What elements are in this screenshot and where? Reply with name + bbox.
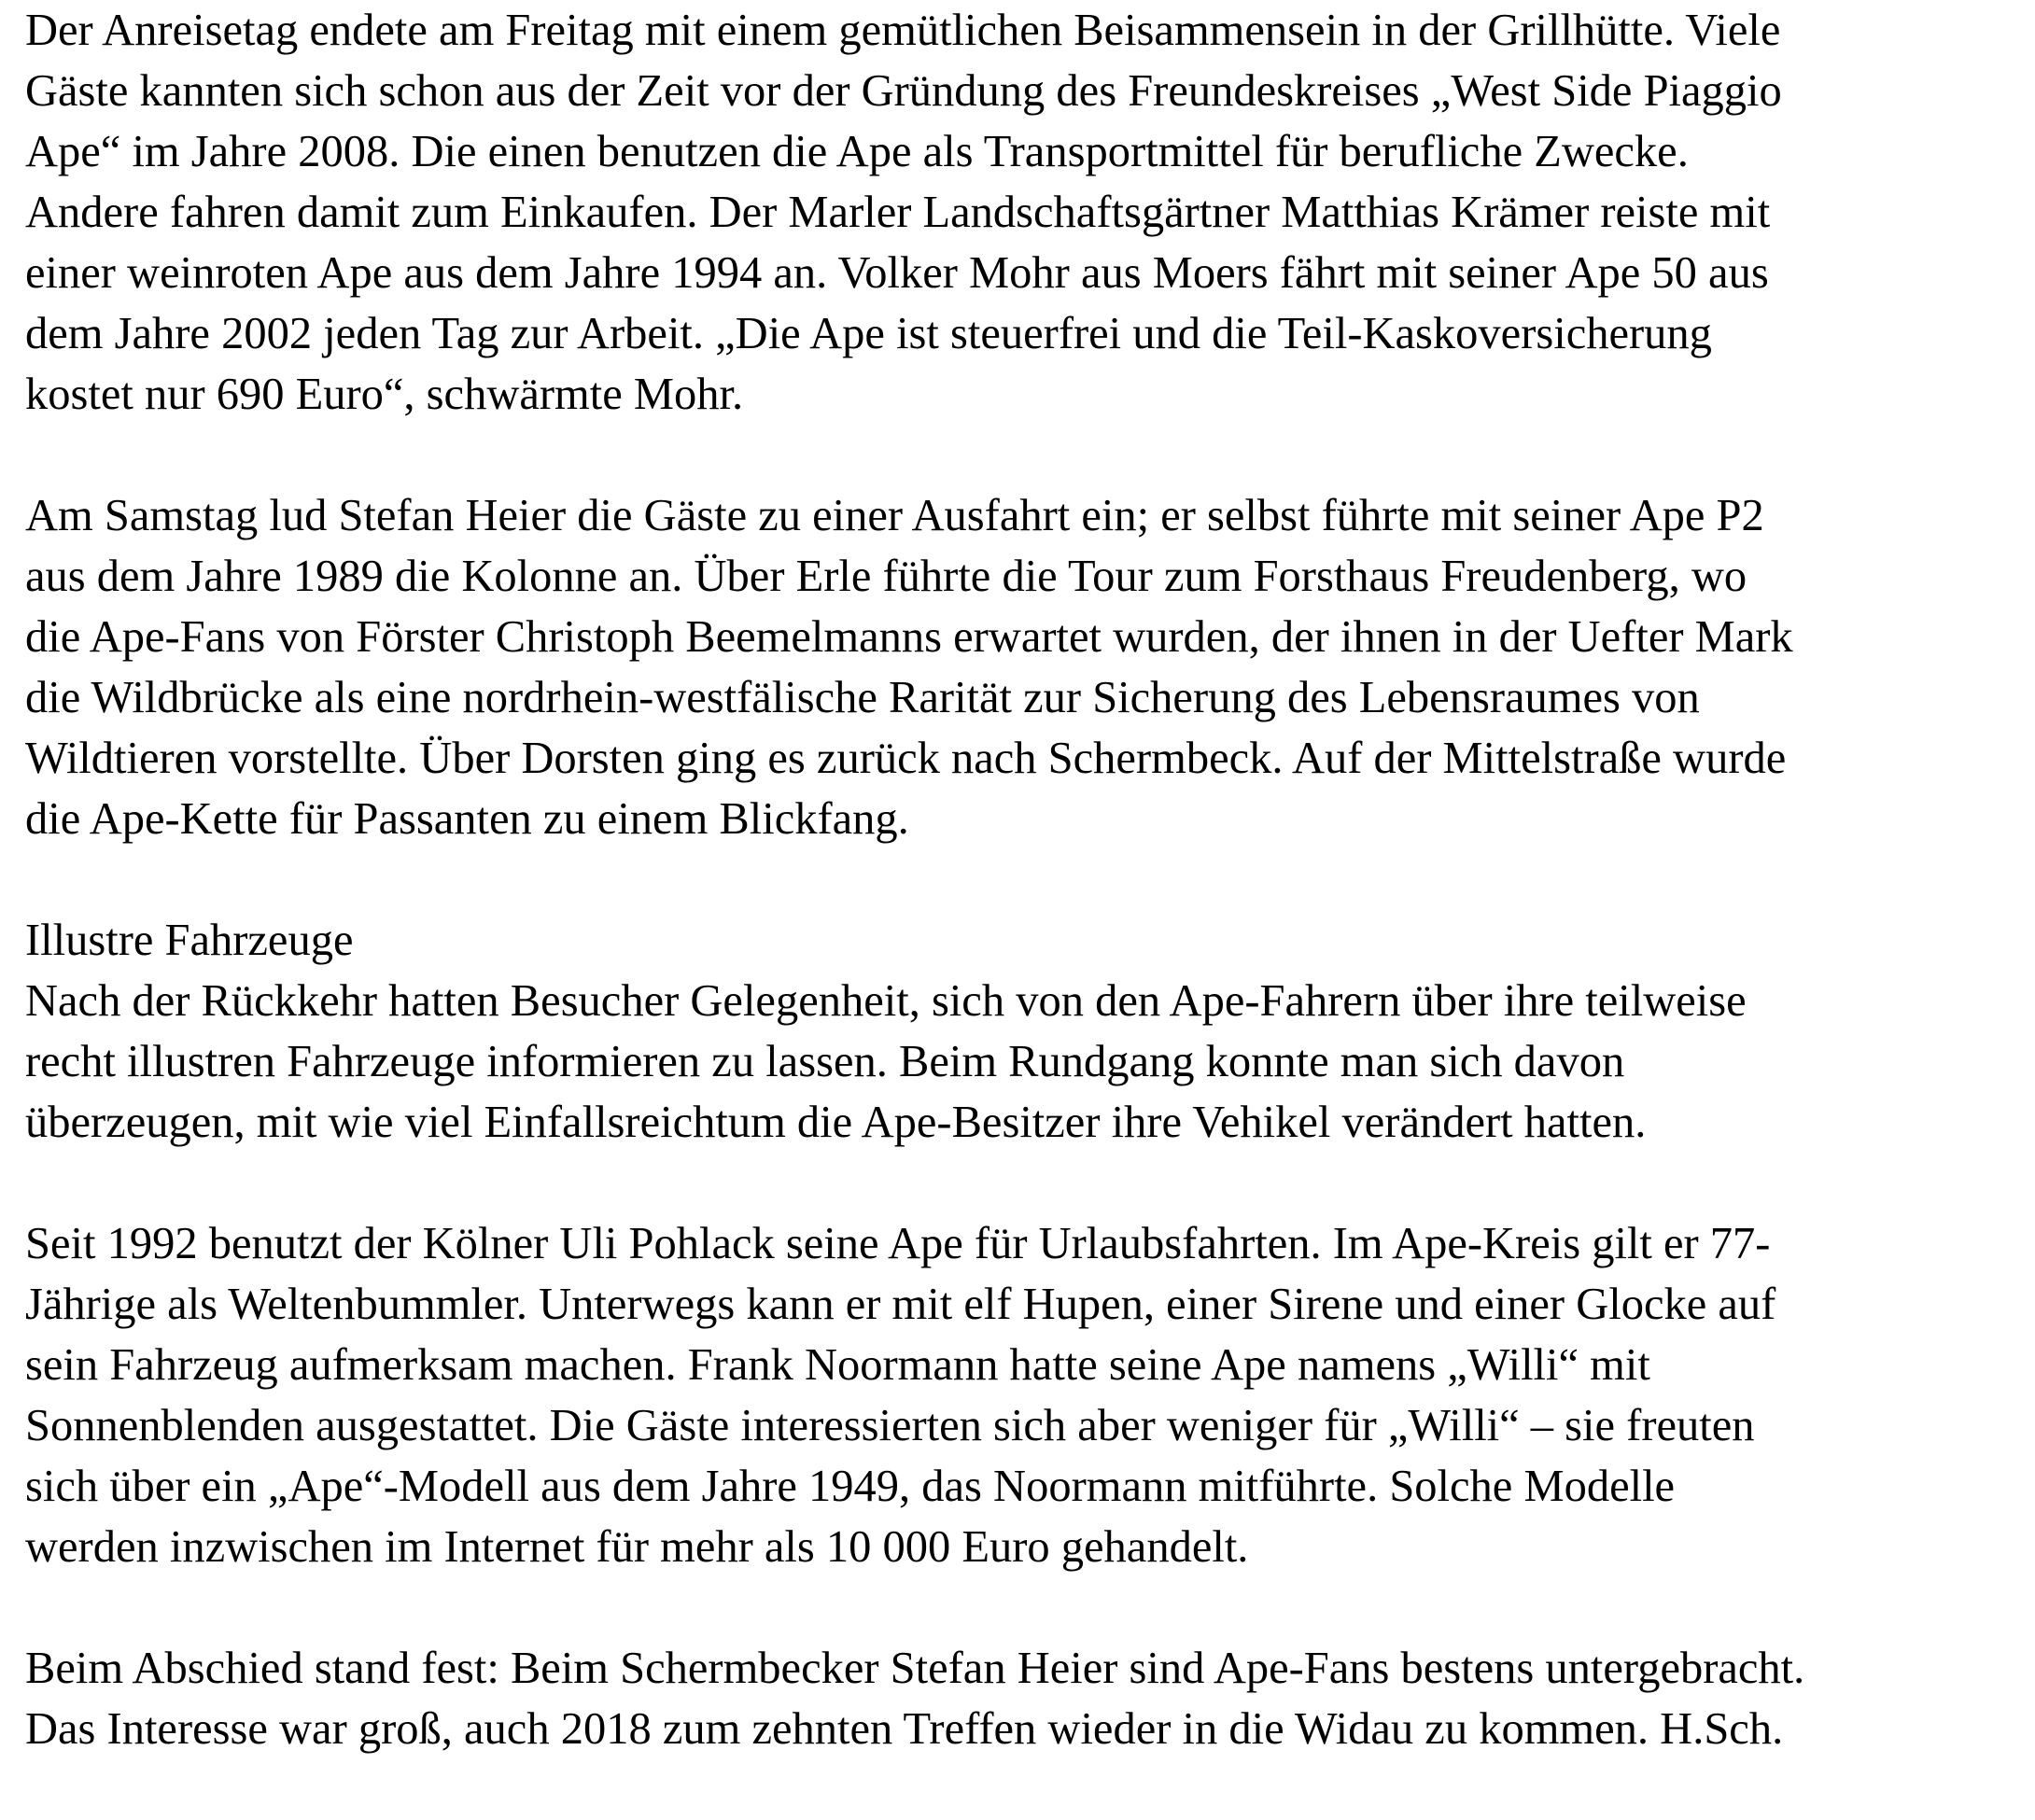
text-line: überzeugen, mit wie viel Einfallsreichtum die Ape-Besitzer ihre Vehikel verändert hatten. bbox=[25, 1098, 1647, 1147]
paragraph-samstag bbox=[25, 485, 2023, 849]
text-line: Jährige als Weltenbummler. Unterwegs kann er mit elf Hupen, einer Sirene und einer Glocke auf bbox=[25, 1280, 1776, 1329]
text-line: werden inzwischen im Internet für mehr als 10 000 Euro gehandelt. bbox=[25, 1522, 1249, 1572]
text-line: Nach der Rückkehr hatten Besucher Gelegenheit, sich von den Ape-Fahrern über ihre teilweise bbox=[25, 976, 1747, 1026]
text-line: Andere fahren damit zum Einkaufen. Der Marler Landschaftsgärtner Matthias Krämer reiste mit bbox=[25, 188, 1771, 237]
text-line: Ape“ im Jahre 2008. Die einen benutzen die Ape als Transportmittel für berufliche Zwecke. bbox=[25, 127, 1689, 176]
text-line: sich über ein „Ape“-Modell aus dem Jahre 1949, das Noormann mitführte. Solche Modelle bbox=[25, 1462, 1676, 1511]
text-line: recht illustren Fahrzeuge informieren zu lassen. Beim Rundgang konnte man sich davon bbox=[25, 1037, 1625, 1086]
paragraph-anreisetag bbox=[25, 0, 2023, 425]
text-line: kostet nur 690 Euro“, schwärmte Mohr. bbox=[25, 370, 744, 419]
text-line: die Ape-Kette für Passanten zu einem Blickfang. bbox=[25, 794, 909, 844]
text-line: Sonnenblenden ausgestattet. Die Gäste interessierten sich aber weniger für „Willi“ – sie freuten bbox=[25, 1401, 1755, 1450]
text-line: aus dem Jahre 1989 die Kolonne an. Über Erle führte die Tour zum Forsthaus Freudenberg, wo bbox=[25, 552, 1747, 601]
text-line: dem Jahre 2002 jeden Tag zur Arbeit. „Die Ape ist steuerfrei und die Teil-Kaskoversicherung bbox=[25, 309, 1712, 358]
paragraph-pohlack bbox=[25, 1213, 2023, 1577]
text-line: Beim Abschied stand fest: Beim Schermbecker Stefan Heier sind Ape-Fans bestens untergebracht. bbox=[25, 1644, 1805, 1693]
text-line: Das Interesse war groß, auch 2018 zum zehnten Treffen wieder in die Widau zu kommen. H.Sch. bbox=[25, 1704, 1784, 1754]
text-line: Der Anreisetag endete am Freitag mit einem gemütlichen Beisammensein in der Grillhütte. Viele bbox=[25, 6, 1781, 55]
article-body bbox=[25, 0, 2023, 1820]
text-line: die Ape-Fans von Förster Christoph Beemelmanns erwartet wurden, der ihnen in der Uefter Mark bbox=[25, 612, 1793, 662]
text-line: einer weinroten Ape aus dem Jahre 1994 an. Volker Mohr aus Moers fährt mit seiner Ape 50 aus bbox=[25, 248, 1769, 298]
text-line: die Wildbrücke als eine nordrhein-westfälische Rarität zur Sicherung des Lebensraumes von bbox=[25, 673, 1700, 722]
section-subheading: Illustre Fahrzeuge bbox=[25, 916, 354, 965]
paragraph-illustre-fahrzeuge bbox=[25, 910, 2023, 1153]
text-line: Seit 1992 benutzt der Kölner Uli Pohlack seine Ape für Urlaubsfahrten. Im Ape-Kreis gilt er 77- bbox=[25, 1219, 1771, 1268]
text-line: Wildtieren vorstellte. Über Dorsten ging es zurück nach Schermbeck. Auf der Mittelstraße wurde bbox=[25, 734, 1787, 783]
text-line: Am Samstag lud Stefan Heier die Gäste zu einer Ausfahrt ein; er selbst führte mit seiner Ape P2 bbox=[25, 491, 1764, 540]
text-line: sein Fahrzeug aufmerksam machen. Frank Noormann hatte seine Ape namens „Willi“ mit bbox=[25, 1340, 1650, 1390]
paragraph-abschied bbox=[25, 1638, 2023, 1759]
text-line: Gäste kannten sich schon aus der Zeit vor der Gründung des Freundeskreises „West Side Piaggio bbox=[25, 66, 1782, 116]
